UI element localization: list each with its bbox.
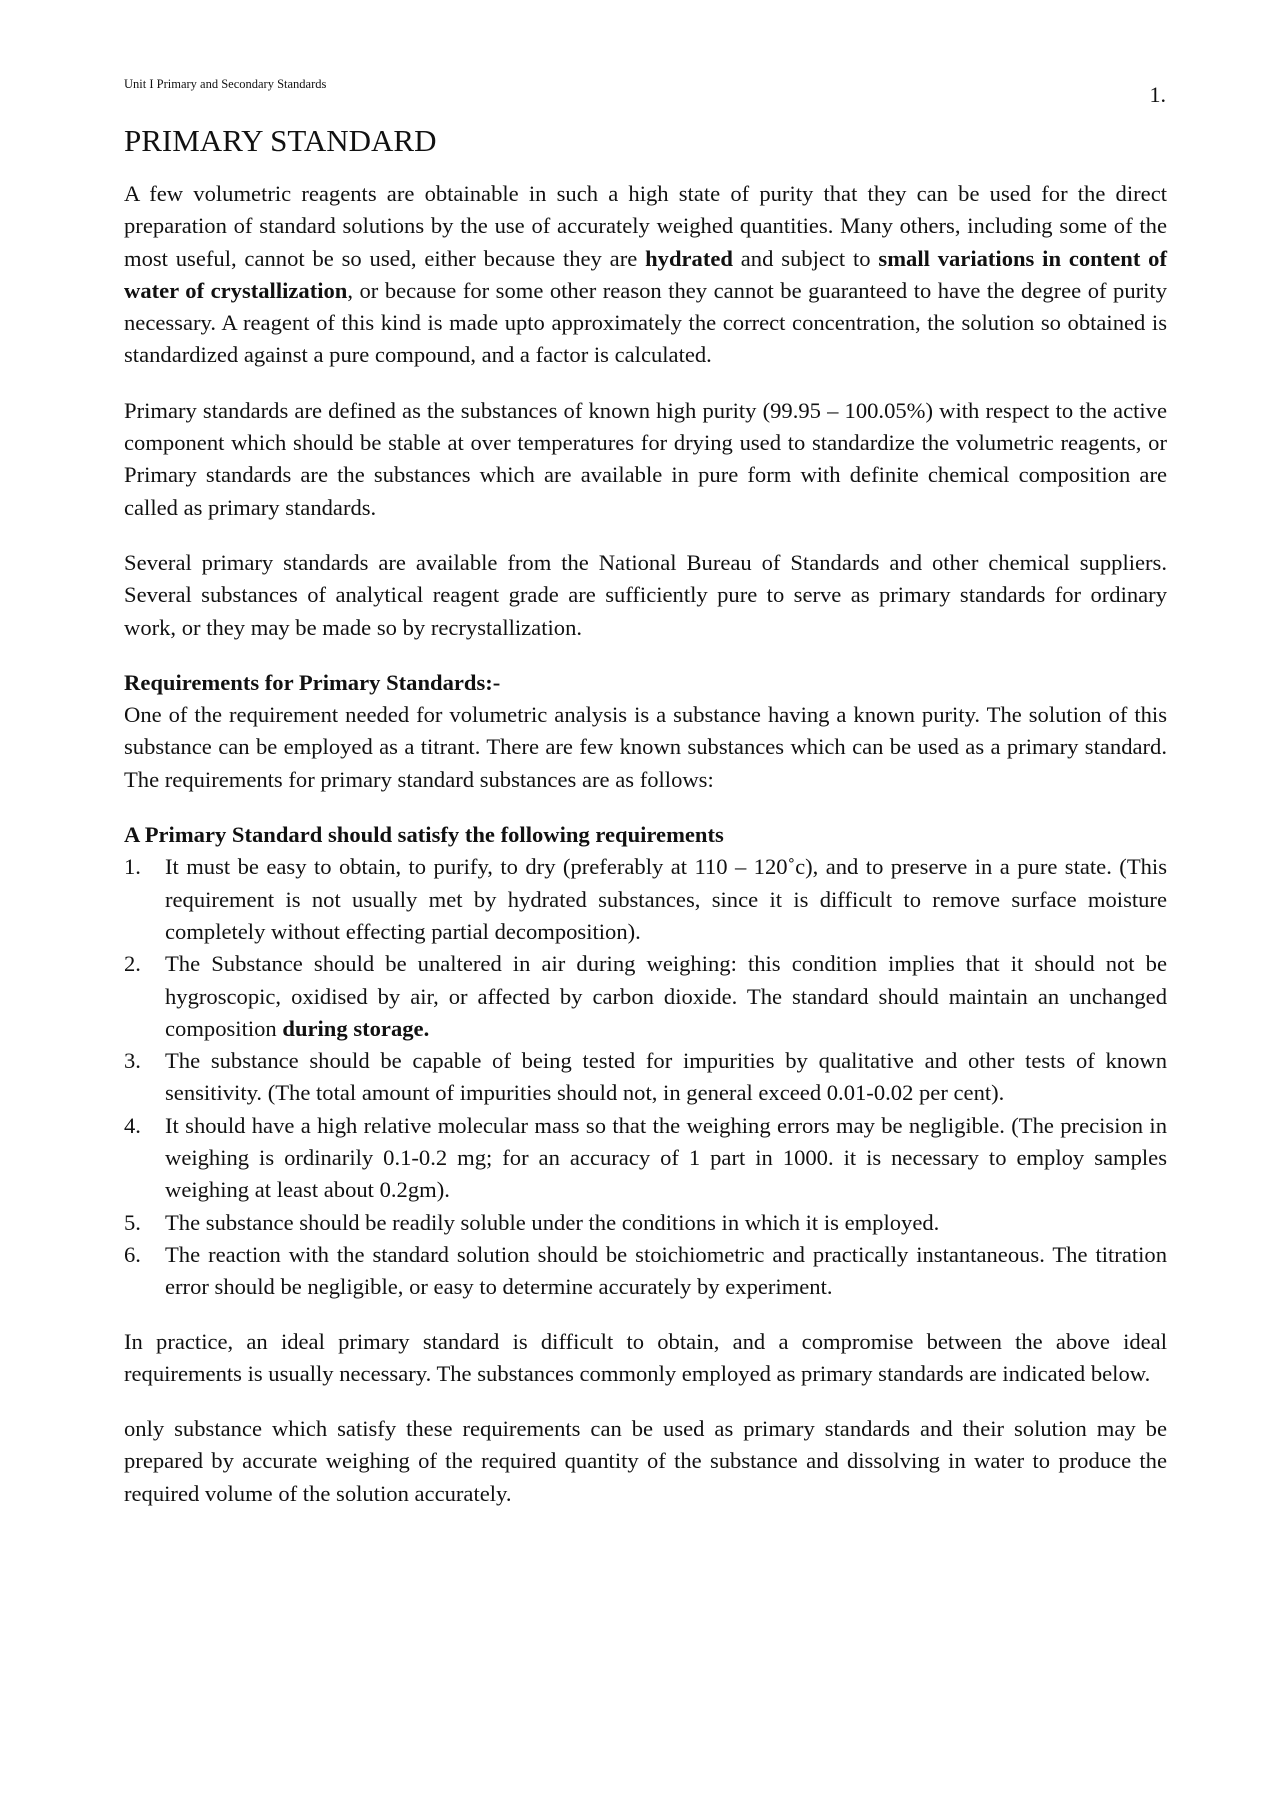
practice-paragraph: In practice, an ideal primary standard is difficult to obtain, and a compromise between the above ideal requirements is usually necessary. The substances commonly employed as primary standards are indicated below. [124,1328,1167,1386]
intro-text-d: , or because for some other reason they cannot be guaranteed to have the degree of purity necessary. A reagent of this kind is made upto approximately the correct concentration, the solution so obtained is standardized against a pure compound, and a factor is calculated. [124,277,1167,368]
list-item-text: The reaction with the standard solution should be stoichiometric and practically instantaneous. The titration error should be negligible, or easy to determine accurately by experiment. [165,1241,1167,1300]
list-item [124,948,1167,1045]
list-item-text: The Substance should be unaltered in air during weighing: this condition implies that it should not be hygroscopic, oxidised by air, or affected by carbon dioxide. The standard should maintain an unchanged composition [165,951,1167,1041]
list-item-text: The substance should be readily soluble under the conditions in which it is employed. [165,1209,940,1235]
list-item [124,1110,1167,1207]
list-item-text: It must be easy to obtain, to purify, to dry (preferably at 110 – 120˚c), and to preserve in a pure state. (This requirement is not usually met by hydrated substances, since it is difficult to remove surface moisture completely without effecting partial decomposition). [165,854,1167,944]
intro-bold-variations: small variations in content of water of crystallization [124,245,1167,303]
final-paragraph: only substance which satisfy these requirements can be used as primary standards and their solution may be prepared by accurate weighing of the required quantity of the substance and dissolving in water to produce the required volume of the solution accurately. [124,1416,1167,1506]
list-item-text: It should have a high relative molecular mass so that the weighing errors may be negligible. (The precision in weighing is ordinarily 0.1-0.2 mg; for an accuracy of 1 part in 1000. it is necessary to employ samples weighing at least about 0.2gm). [165,1112,1167,1203]
intro-bold-hydrated: hydrated [645,245,733,271]
list-item-number: 2. [124,951,141,977]
list-item [124,1239,1167,1304]
page-title: PRIMARY STANDARD [124,123,437,158]
list-item [124,1207,1167,1239]
requirements-list-heading: A Primary Standard should satisfy the following requirements [124,822,724,848]
requirements-heading: Requirements for Primary Standards:- [124,669,501,695]
list-item [124,851,1167,948]
definition-paragraph: Primary standards are defined as the substances of known high purity (99.95 – 100.05%) with respect to the active component which should be stable at over temperatures for drying used to standardize the volumetric reagents, or Primary standards are the substances which are available in pure form with definite chemical composition are called as primary standards. [124,397,1167,520]
requirements-list [124,851,1167,1303]
page-content [124,120,1167,1533]
list-item-number: 4. [124,1112,141,1138]
running-head: Unit I Primary and Secondary Standards [124,77,327,91]
intro-text-a: A few volumetric reagents are obtainable in such a high state of purity that they can be used for the direct preparation of standard solutions by the use of accurately weighed quantities. Many others, including some of the most useful, cannot be so used, either because they are [124,181,1167,271]
page-number: 1. [1149,82,1166,107]
intro-text-c: and subject to [732,245,879,271]
list-item-number: 1. [124,854,141,880]
list-item-number: 3. [124,1048,141,1074]
intro-paragraph [124,178,1167,372]
requirements-intro: One of the requirement needed for volumetric analysis is a substance having a known purity. The solution of this substance can be employed as a titrant. There are few known substances which can be used as a primary standard. The requirements for primary standard substances are as follows: [124,702,1167,792]
list-item [124,1045,1167,1110]
sources-paragraph: Several primary standards are available from the National Bureau of Standards and other chemical suppliers. Several substances of analytical reagent grade are sufficiently pure to serve as primary standards for ordinary work, or they may be made so by recrystallization. [124,549,1167,640]
list-item-number: 5. [124,1209,141,1235]
list-item-text: The substance should be capable of being tested for impurities by qualitative and other tests of known sensitivity. (The total amount of impurities should not, in general exceed 0.01-0.02 per cent). [165,1048,1167,1106]
list-item-bold-text: during storage. [282,1015,430,1041]
list-item-number: 6. [124,1241,141,1267]
